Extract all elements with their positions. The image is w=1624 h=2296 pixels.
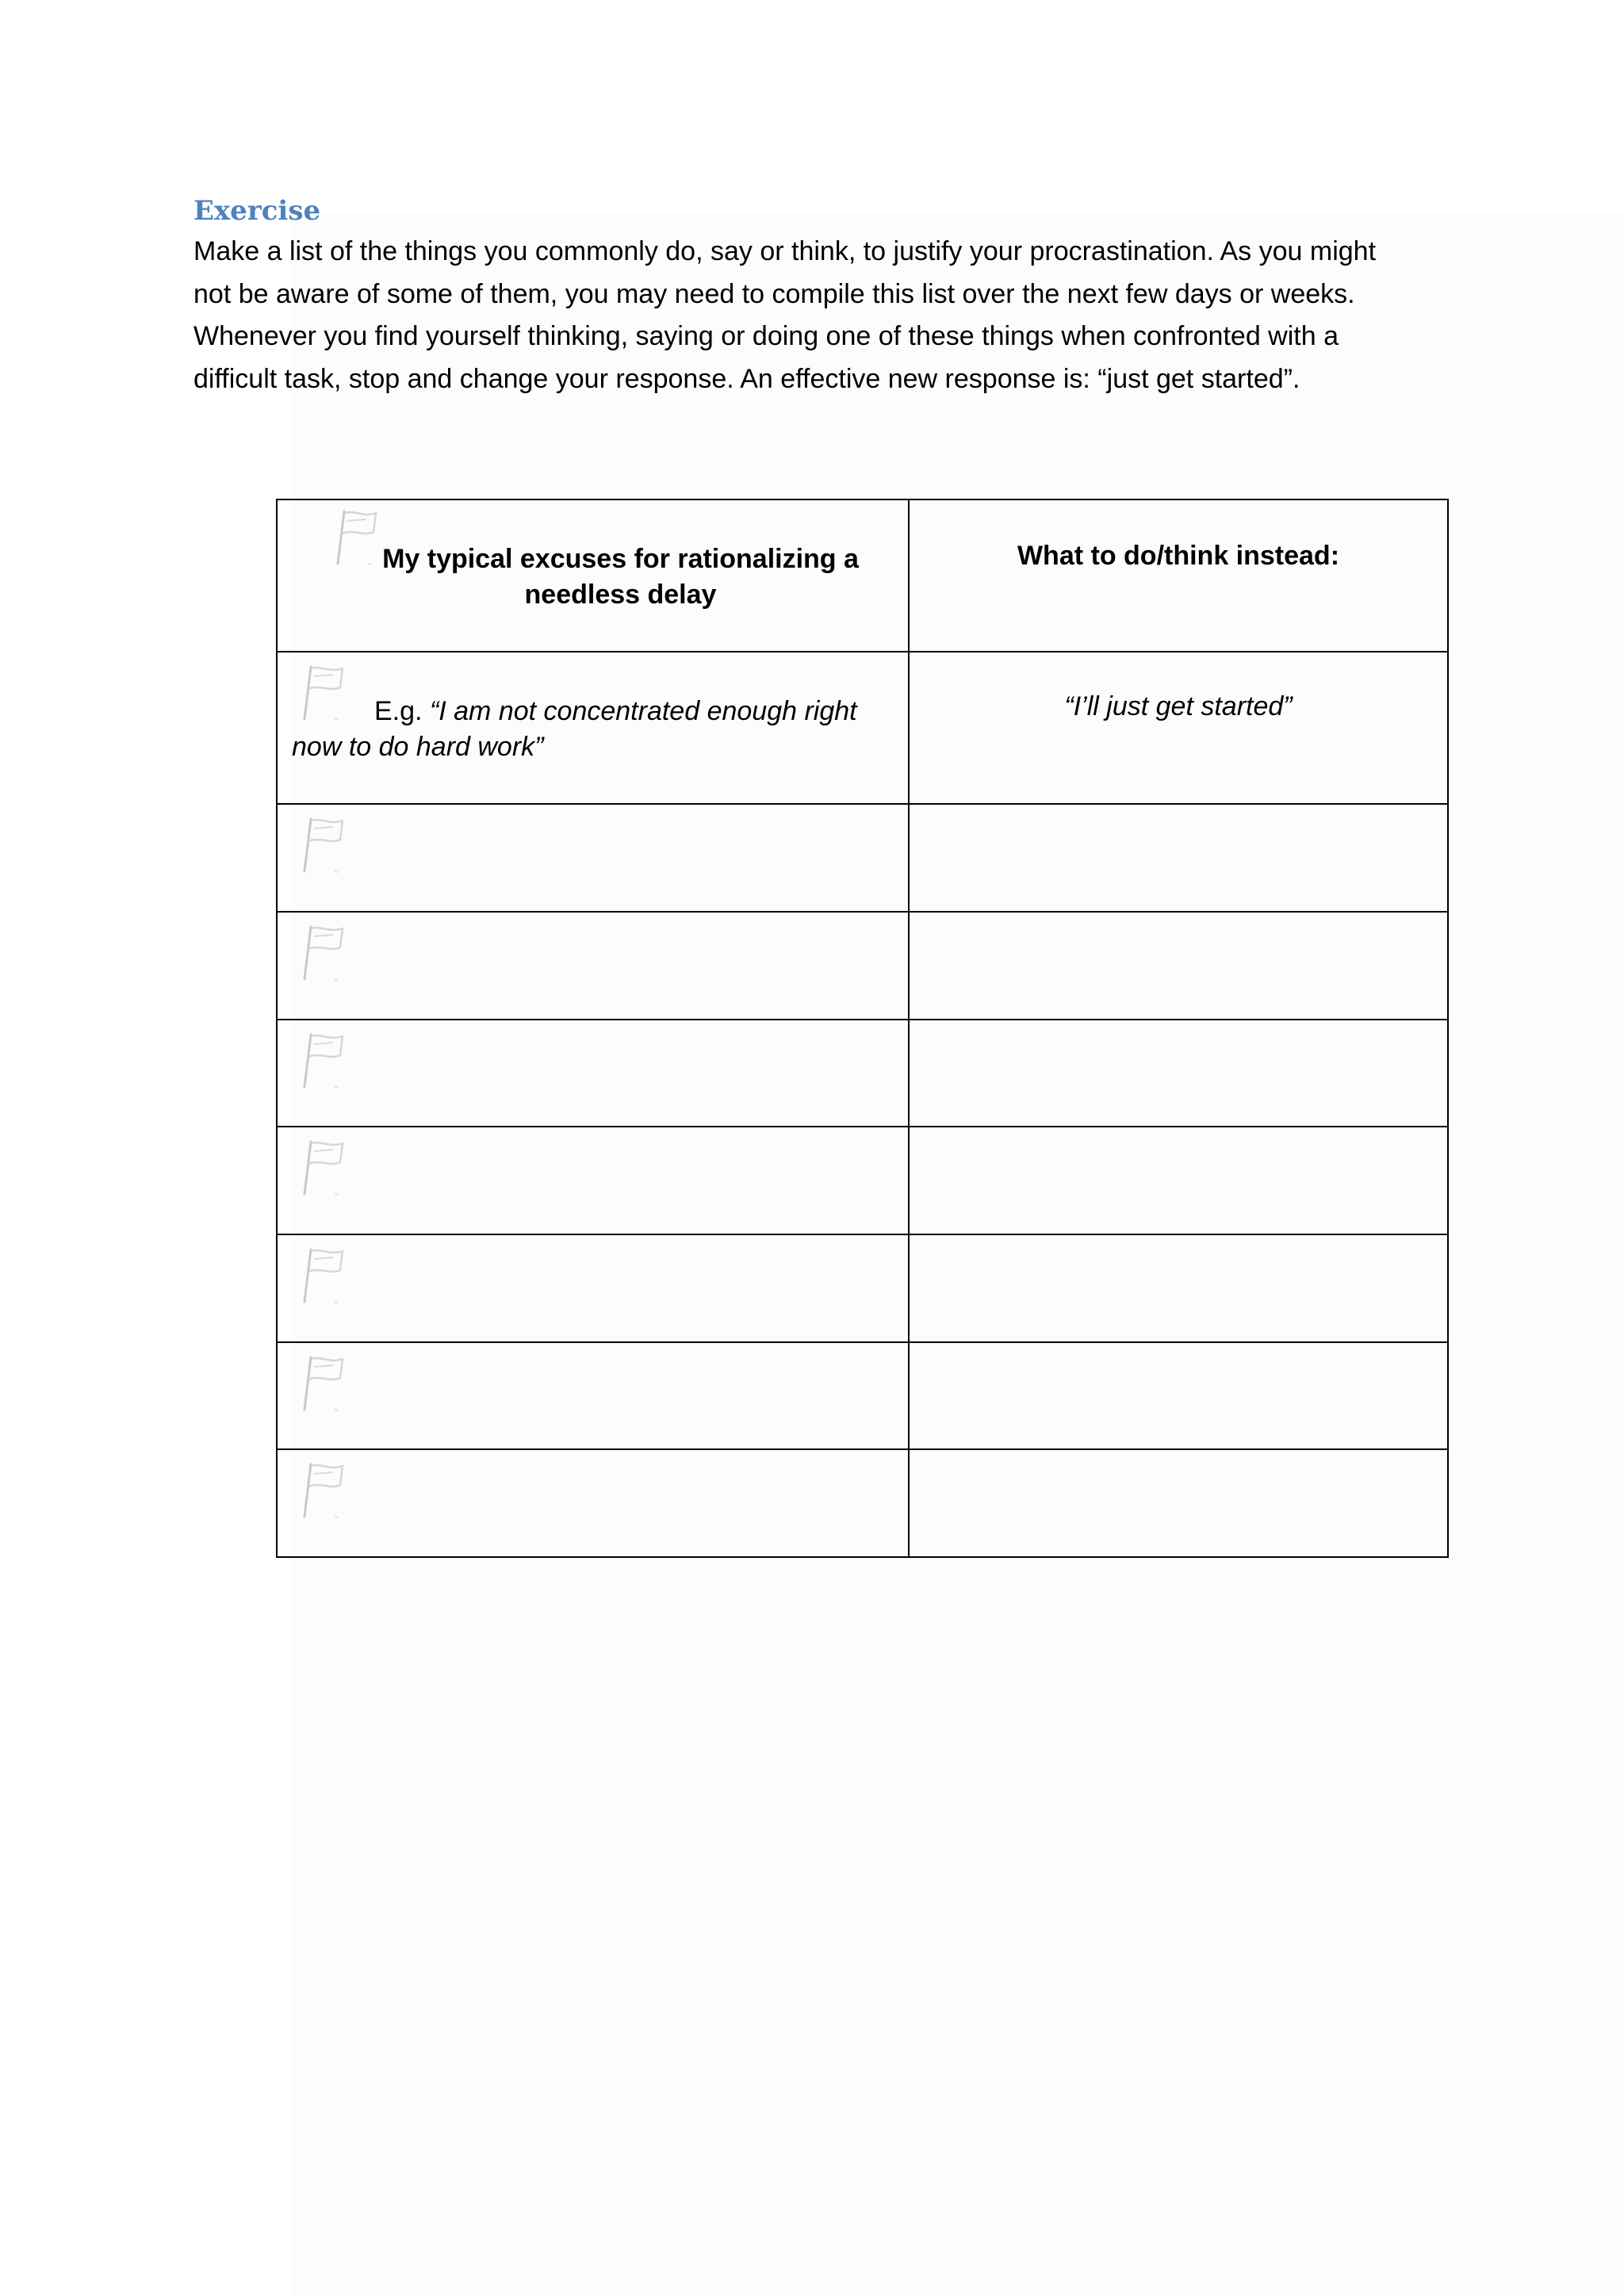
- exercise-heading: Exercise: [193, 195, 321, 227]
- example-answer-text: “I’ll just get started”: [1064, 691, 1293, 722]
- table-row: [277, 1449, 1448, 1557]
- header-excuses-text: [278, 541, 908, 613]
- excuse-input-cell[interactable]: [277, 1342, 909, 1450]
- table-row: [277, 1342, 1448, 1450]
- flag-icon: [298, 1461, 354, 1520]
- table-row: [277, 1020, 1448, 1127]
- flag-icon: [298, 924, 354, 982]
- example-prefix: E.g.: [374, 696, 430, 727]
- excuse-input-cell[interactable]: [277, 804, 909, 912]
- intro-line: not be aware of some of them, you may need to compile this list over the next few days or weeks.: [193, 278, 1355, 309]
- intro-line: Whenever you find yourself thinking, saying or doing one of these things when confronted with a: [193, 321, 1339, 351]
- excuses-table: [276, 499, 1449, 1558]
- table-row: [277, 912, 1448, 1020]
- flag-icon: [298, 1354, 354, 1413]
- header-excuses-line: needless delay: [524, 580, 717, 610]
- instead-input-cell[interactable]: [909, 1342, 1448, 1450]
- instead-input-cell[interactable]: [909, 912, 1448, 1020]
- excuse-input-cell[interactable]: [277, 1127, 909, 1234]
- flag-icon: [298, 1246, 354, 1305]
- table-row: [277, 1234, 1448, 1342]
- flag-icon: [298, 1138, 354, 1197]
- example-excuse-quote: “I am not concentrated enough right now to do hard work”: [292, 696, 857, 763]
- flag-icon: [298, 1031, 354, 1090]
- example-answer-cell[interactable]: [909, 652, 1448, 804]
- excuse-input-cell[interactable]: [277, 1449, 909, 1557]
- header-excuses-line: My typical excuses for rationalizing a: [382, 544, 859, 574]
- table-row: [277, 804, 1448, 912]
- header-cell-excuses: [277, 499, 909, 652]
- table-row-example: [277, 652, 1448, 804]
- table-row: [277, 1127, 1448, 1234]
- header-cell-instead: [909, 499, 1448, 652]
- excuse-input-cell[interactable]: [277, 1234, 909, 1342]
- instead-input-cell[interactable]: [909, 1127, 1448, 1234]
- header-instead-text: What to do/think instead:: [1017, 541, 1340, 571]
- intro-paragraph: [193, 231, 1431, 400]
- excuse-input-cell[interactable]: [277, 1020, 909, 1127]
- instead-input-cell[interactable]: [909, 1234, 1448, 1342]
- instead-input-cell[interactable]: [909, 1020, 1448, 1127]
- flag-icon: [298, 816, 354, 874]
- table-header-row: [277, 499, 1448, 652]
- instead-input-cell[interactable]: [909, 1449, 1448, 1557]
- intro-line: Make a list of the things you commonly do, say or think, to justify your procrastination. As you might: [193, 236, 1377, 266]
- example-excuse-text: [292, 694, 892, 765]
- instead-input-cell[interactable]: [909, 804, 1448, 912]
- intro-line: difficult task, stop and change your response. An effective new response is: “just get started”.: [193, 363, 1300, 394]
- excuse-input-cell[interactable]: [277, 912, 909, 1020]
- example-excuse-cell[interactable]: [277, 652, 909, 804]
